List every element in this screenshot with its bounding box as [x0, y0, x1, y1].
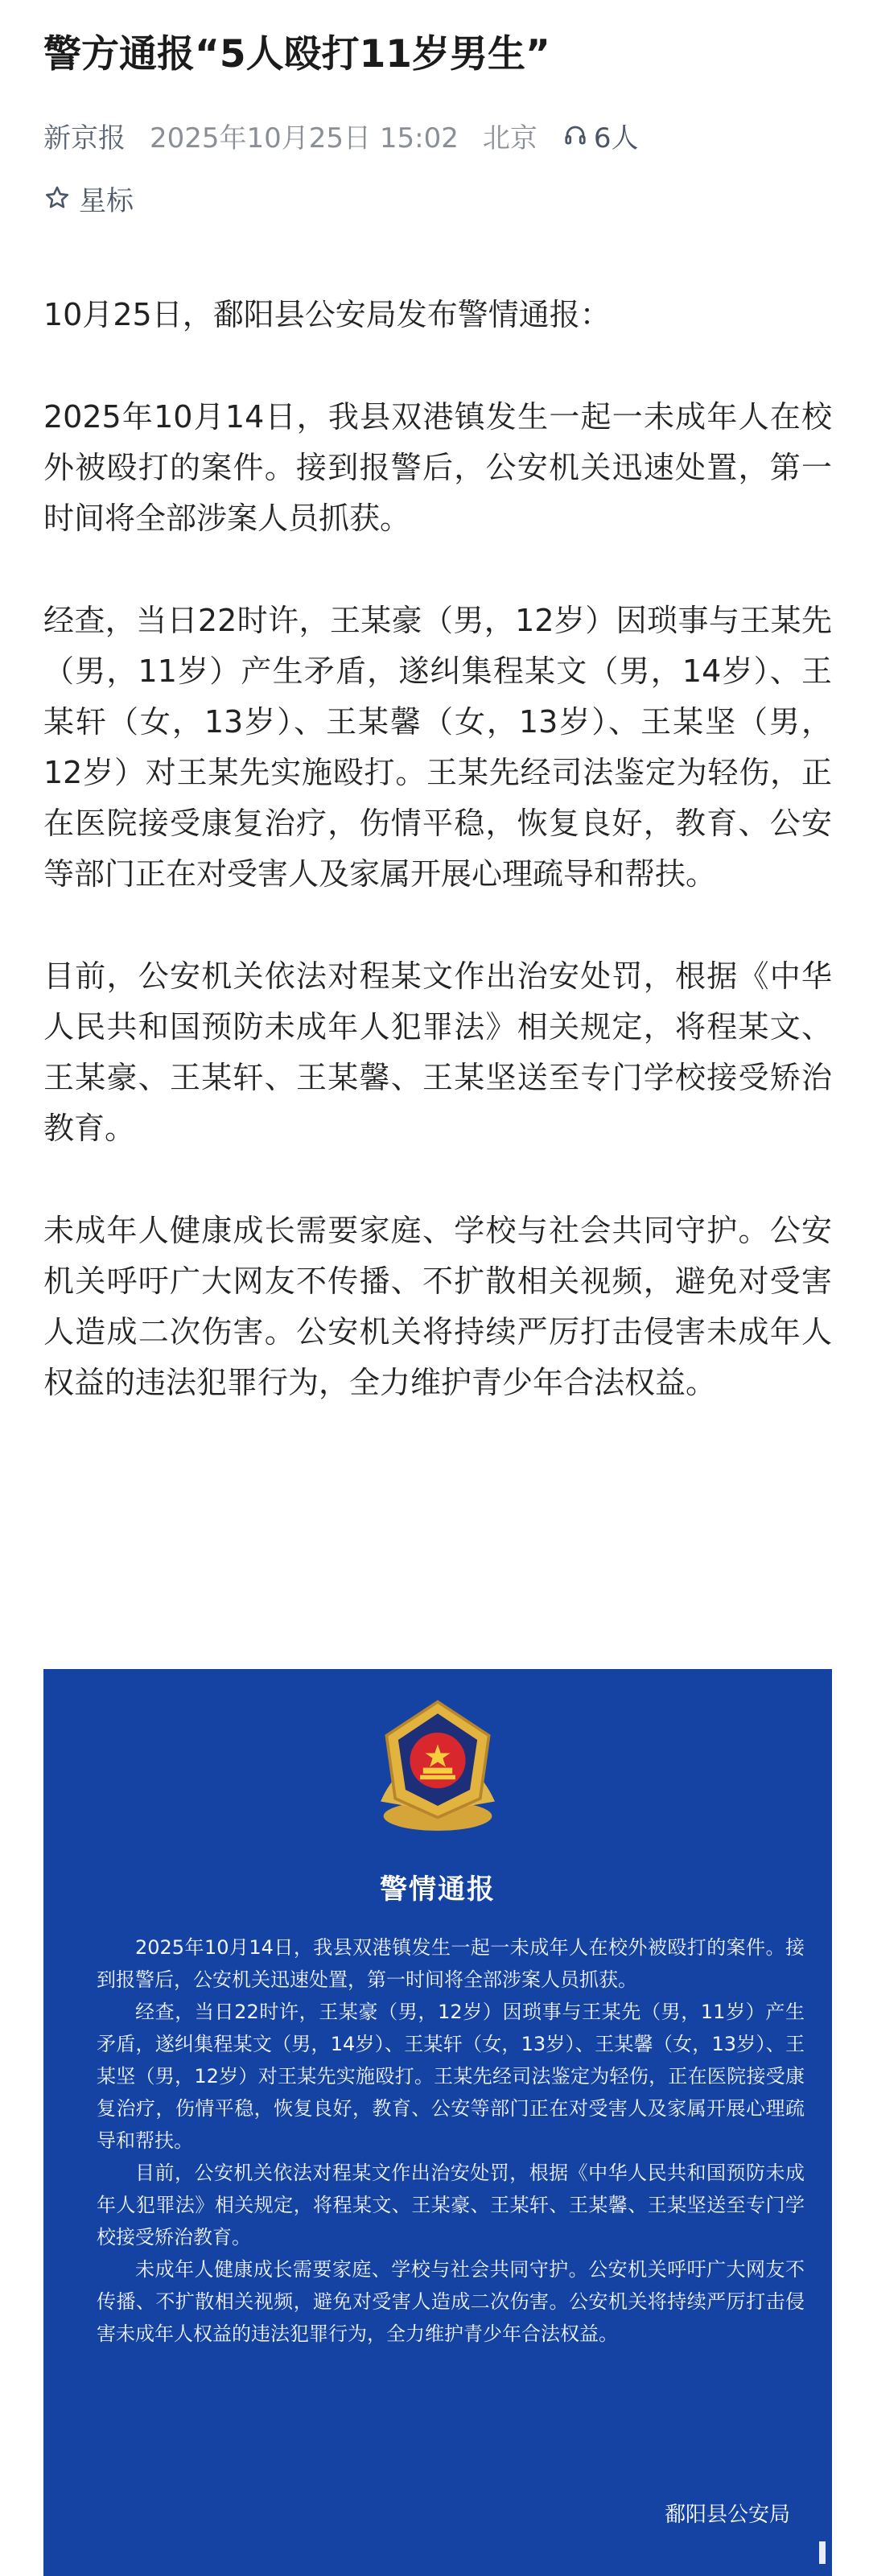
star-button[interactable] — [43, 180, 134, 216]
listen-button[interactable] — [563, 116, 639, 155]
police-emblem-icon — [364, 1692, 511, 1838]
notice-paragraph: 2025年10月14日，我县双港镇发生一起一未成年人在校外被殴打的案件。接到报警后，公安机关迅速处置，第一时间将全部涉案人员抓获。 — [97, 1936, 805, 1991]
article-paragraph: 10月25日，鄱阳县公安局发布警情通报： — [43, 297, 611, 332]
article-meta — [43, 117, 639, 153]
notice-signature: 鄱阳县公安局 — [664, 2503, 790, 2527]
publish-date: 2025年10月25日 15:02 — [150, 122, 459, 155]
article-paragraph: 未成年人健康成长需要家庭、学校与社会共同守护。公安机关呼吁广大网友不传播、不扩散相关视频，避免对受害人造成二次伤害。公安机关将持续严厉打击侵害未成年人权益的违法犯罪行为，全力维护青少年合法权益。 — [43, 1213, 832, 1400]
star-outline-icon — [43, 184, 71, 212]
source-link[interactable]: 新京报 — [43, 122, 126, 155]
article-paragraph: 经查，当日22时许，王某豪（男，12岁）因琐事与王某先（男，11岁）产生矛盾，遂纠集程某文（男，14岁）、王某轩（女，13岁）、王某馨（女，13岁）、王某坚（男，12岁）对王某先实施殴打。王某先经司法鉴定为轻伤，正在医院接受康复治疗，伤情平稳，恢复良好，教育、公安等部门正在对受害人及家属开展心理疏导和帮扶。 — [43, 603, 832, 892]
notice-paragraph: 未成年人健康成长需要家庭、学校与社会共同守护。公安机关呼吁广大网友不传播、不扩散相关视频，避免对受害人造成二次伤害。公安机关将持续严厉打击侵害未成年人权益的违法犯罪行为，全力维护青少年合法权益。 — [97, 2258, 805, 2345]
notice-paragraph: 目前，公安机关依法对程某文作出治安处罚，根据《中华人民共和国预防未成年人犯罪法》相关规定，将程某文、王某豪、王某轩、王某馨、王某坚送至专门学校接受矫治教育。 — [97, 2162, 805, 2248]
headphones-icon — [563, 123, 587, 147]
article-body — [43, 290, 832, 1460]
article-title: 警方通报“5人殴打11岁男生” — [43, 32, 550, 76]
image-edge-mark — [819, 2541, 826, 2564]
article-paragraph: 目前，公安机关依法对程某文作出治安处罚，根据《中华人民共和国预防未成年人犯罪法》相关规定，将程某文、王某豪、王某轩、王某馨、王某坚送至专门学校接受矫治教育。 — [43, 958, 832, 1146]
publish-location: 北京 — [482, 122, 537, 155]
star-label: 星标 — [79, 184, 134, 217]
article-paragraph: 2025年10月14日，我县双港镇发生一起一未成年人在校外被殴打的案件。接到报警后，公安机关迅速处置，第一时间将全部涉案人员抓获。 — [43, 399, 832, 536]
notice-title: 警情通报 — [380, 1873, 496, 1906]
notice-body — [97, 1931, 805, 2350]
police-notice-image — [43, 1669, 832, 2576]
listen-count: 6人 — [593, 122, 639, 155]
notice-paragraph: 经查，当日22时许，王某豪（男，12岁）因琐事与王某先（男，11岁）产生矛盾，遂纠集程某文（男，14岁）、王某轩（女，13岁）、王某馨（女，13岁）、王某坚（男，12岁）对王某先实施殴打。王某先经司法鉴定为轻伤，正在医院接受康复治疗，伤情平稳，恢复良好，教育、公安等部门正在对受害人及家属开展心理疏导和帮扶。 — [97, 2001, 805, 2152]
